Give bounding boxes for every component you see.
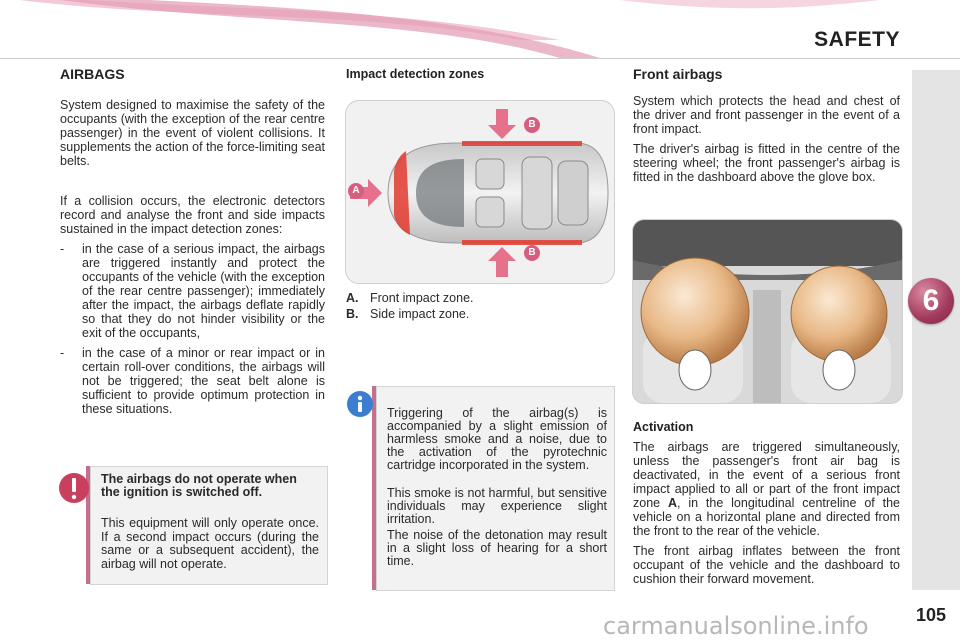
- info-text-2: This smoke is not harmful, but sensitive individuals may experience slight irritation.: [387, 486, 607, 526]
- side-stripe: [912, 70, 960, 590]
- car-topview-image: [346, 101, 614, 283]
- warning-icon: [58, 472, 90, 504]
- column-airbags: [60, 66, 325, 422]
- airbags-bullets: [60, 242, 325, 416]
- activation-p1-zone: A: [667, 496, 677, 510]
- column-activation: [633, 420, 900, 586]
- zone-marker-b-top: B: [524, 117, 540, 133]
- info-text-1: Triggering of the airbag(s) is accompanied by a slight emission of harmless smoke and a noise, due to the activation of the pyrotechnic cartridge incorporated in the system.: [387, 406, 607, 472]
- airbag-illustration: [632, 219, 903, 404]
- front-airbags-p2: The driver's airbag is fitted in the centre of the steering wheel; the front passenger's airbag is fitted in the dashboard above the glove box.: [633, 142, 900, 184]
- warning-text: This equipment will only operate once. If a second impact occurs (during the same or a subsequent accident), the airbag will not operate.: [101, 516, 319, 571]
- airbags-collision: If a collision occurs, the electronic detectors record and analyse the front and side impacts sustained in the impact detection zones:: [60, 194, 325, 236]
- chapter-tab[interactable]: 6: [908, 278, 954, 324]
- zone-legend-b: [346, 307, 469, 321]
- airbags-heading: AIRBAGS: [60, 66, 125, 82]
- bullet-item: - in the case of a serious impact, the airbags are triggered instantly and protect the occupants of the vehicle (with the exception of the rear centre passenger); immediately after the impact, the airbags deflate rapidly so that they do not hinder visibility or the exit of the occupants,: [60, 242, 325, 340]
- zone-text: Front impact zone.: [370, 291, 474, 305]
- info-text-3: The noise of the detonation may result in a slight loss of hearing for a short time.: [387, 528, 607, 568]
- warning-title: The airbags do not operate when the ignition is switched off.: [101, 472, 297, 499]
- impact-diagram: [345, 100, 615, 284]
- warning-box: [90, 466, 328, 585]
- info-icon: [346, 390, 374, 418]
- activation-p2: The front airbag inflates between the front occupant of the vehicle and the dashboard to cushion their forward movement.: [633, 544, 900, 586]
- activation-p1-b: , in the longitudinal centreline of the vehicle on a horizontal plane and directed from the front to the rear of the vehicle.: [633, 496, 900, 538]
- zone-marker-a: A: [348, 183, 364, 199]
- zone-text: Side impact zone.: [370, 307, 470, 321]
- zone-legend-a: [346, 291, 474, 305]
- airbags-intro: System designed to maximise the safety of the occupants (with the exception of the rear centre passenger) in the event of violent collisions. It supplements the action of the force-limiting seat belts.: [60, 98, 325, 168]
- front-airbags-heading: Front airbags: [633, 66, 723, 82]
- page-title: SAFETY: [814, 28, 900, 51]
- zone-marker-b-bottom: B: [524, 245, 540, 261]
- info-box: [376, 386, 615, 591]
- activation-p1-a: The airbags are triggered simultaneously, unless the passenger's front air bag is deactivated, in the event of a serious front impact applied to all or part of the front impact zone: [633, 440, 900, 510]
- column-front-airbags: [633, 66, 900, 184]
- watermark: carmanualsonline.info: [603, 612, 869, 640]
- impact-zones-heading: Impact detection zones: [346, 67, 485, 81]
- bullet-item: - in the case of a minor or rear impact or in certain roll-over conditions, the airbags will not be triggered; the seat belt alone is sufficient to provide optimum protection in these situations.: [60, 346, 325, 416]
- header-rule: [0, 58, 960, 59]
- activation-heading: Activation: [633, 420, 694, 434]
- page-number: 105: [916, 605, 947, 625]
- activation-p1: [633, 440, 900, 538]
- zone-key: B.: [346, 307, 359, 321]
- front-airbags-p1: System which protects the head and chest of the driver and front passenger in the event of a front impact.: [633, 94, 900, 136]
- zone-key: A.: [346, 291, 359, 305]
